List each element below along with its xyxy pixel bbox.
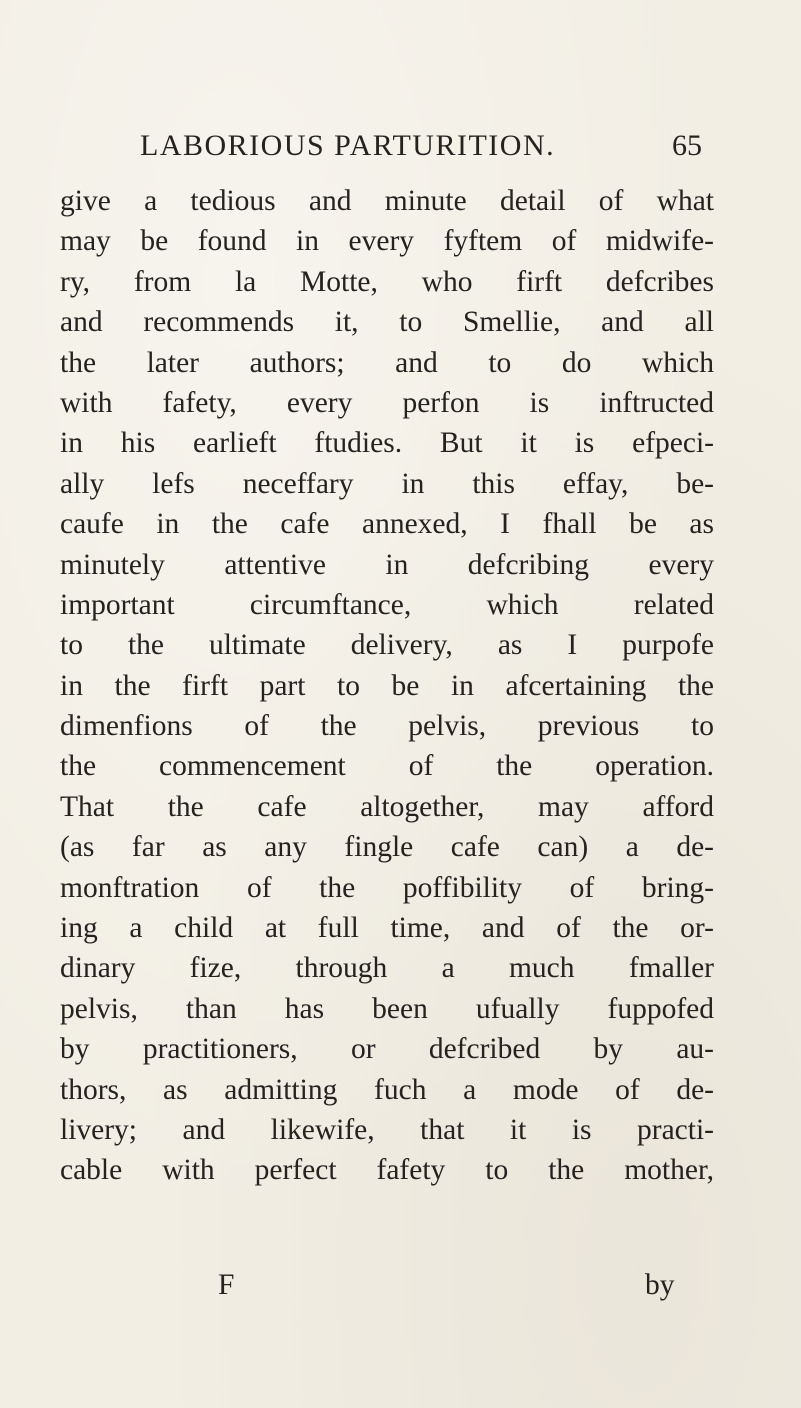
text-line: ry, from la Motte, who firft defcribes [60, 265, 714, 298]
running-head [140, 126, 700, 166]
text-line: livery; and likewife, that it is practi- [60, 1113, 714, 1146]
text-line: cable with perfect fafety to the mother, [60, 1154, 714, 1187]
text-line: to the ultimate delivery, as I purpofe [60, 629, 714, 662]
text-line: give a tedious and minute detail of what [60, 185, 714, 217]
text-line: and recommends it, to Smellie, and all [60, 306, 714, 339]
text-line: in his earlieft ftudies. But it is efpeci- [60, 427, 714, 460]
catchword: by [645, 1269, 675, 1301]
text-line: by practitioners, or defcribed by au- [60, 1033, 714, 1066]
text-line: the commencement of the operation. [60, 750, 714, 783]
text-line: may be found in every fyftem of midwife- [60, 225, 714, 258]
running-title: LABORIOUS PARTURITION. [140, 129, 556, 162]
text-line: dimenfions of the pelvis, previous to [60, 710, 714, 743]
signature-mark: F [218, 1269, 235, 1301]
body-text [60, 181, 714, 1191]
text-line: dinary fize, through a much fmaller [60, 952, 714, 985]
page-footer [60, 1265, 714, 1305]
text-line: important circumftance, which related [60, 588, 714, 621]
text-line: in the firft part to be in afcertaining the [60, 669, 714, 702]
text-line: ing a child at full time, and of the or- [60, 912, 714, 945]
text-line: caufe in the cafe annexed, I fhall be as [60, 508, 714, 541]
text-line: That the cafe altogether, may afford [60, 790, 714, 823]
text-line: with fafety, every perfon is inftructed [60, 386, 714, 419]
text-line: monftration of the poffibility of bring- [60, 871, 714, 904]
text-line: ally lefs neceffary in this effay, be- [60, 467, 714, 500]
text-line: (as far as any fingle cafe can) a de- [60, 831, 714, 864]
text-line: thors, as admitting fuch a mode of de- [60, 1073, 714, 1106]
page-number: 65 [672, 129, 702, 162]
text-line: pelvis, than has been ufually fuppofed [60, 992, 714, 1025]
text-line: minutely attentive in defcribing every [60, 548, 714, 581]
text-line: the later authors; and to do which [60, 346, 714, 379]
